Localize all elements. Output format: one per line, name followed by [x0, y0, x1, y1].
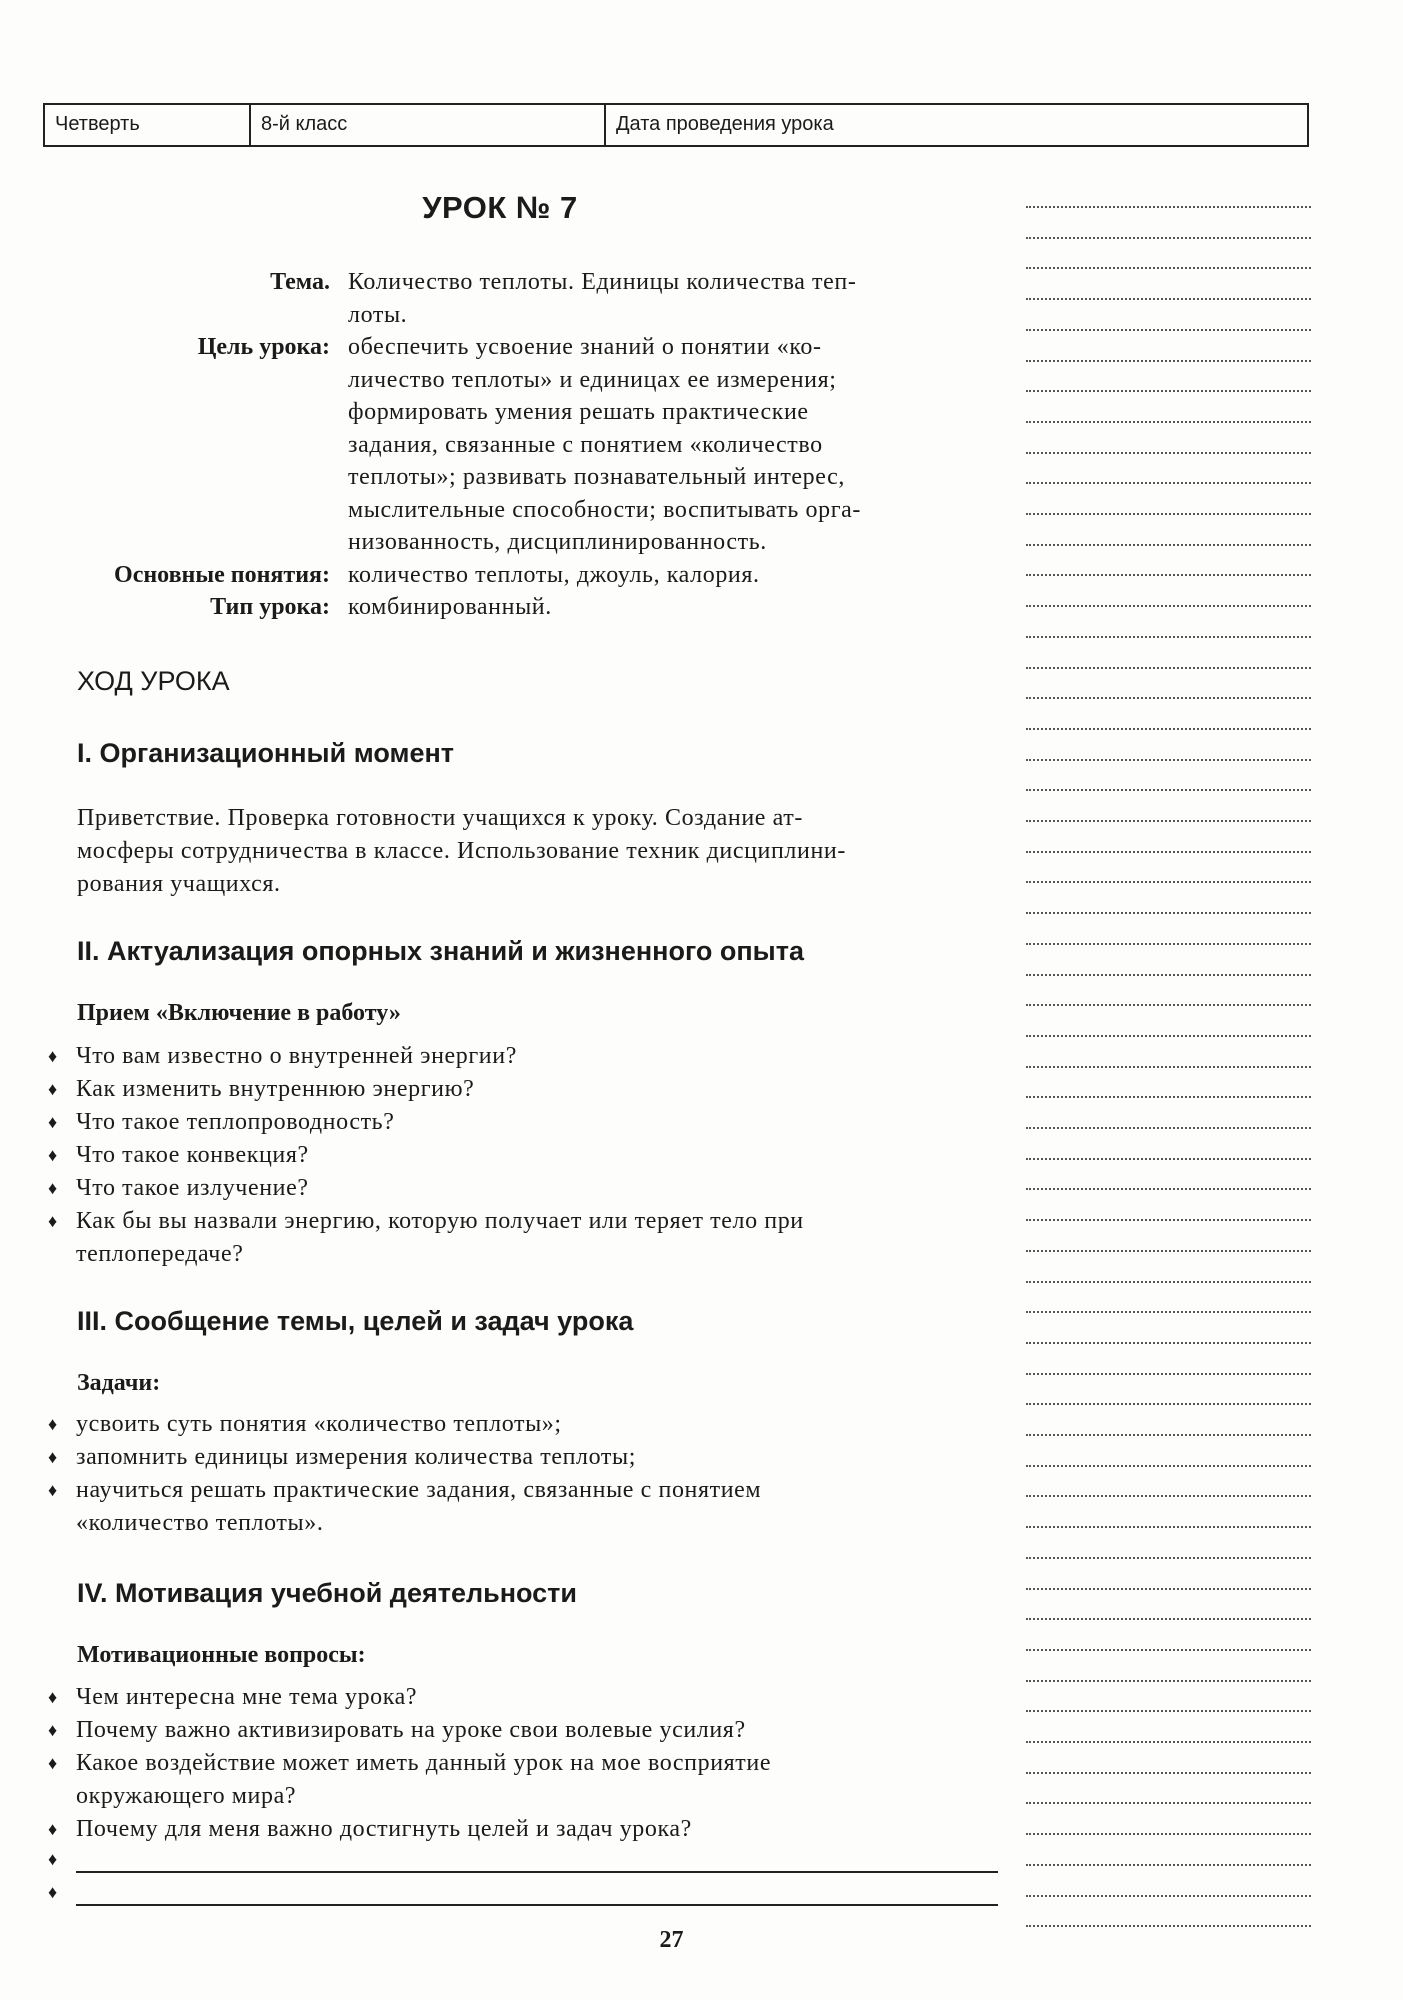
note-line: [1026, 421, 1311, 423]
list-item: [48, 1681, 998, 1714]
note-line: [1026, 1526, 1311, 1528]
note-line: [1026, 544, 1311, 546]
note-line: [1026, 452, 1311, 454]
blank-bullet-line: [48, 1847, 998, 1880]
note-line: [1026, 329, 1311, 331]
type-value: комбинированный.: [348, 594, 552, 620]
note-line: [1026, 1127, 1311, 1129]
bullet-icon: ♦: [48, 1145, 58, 1165]
note-line: [1026, 789, 1311, 791]
note-line: [1026, 1373, 1311, 1375]
goal-line: мыслительные способности; воспитывать орга-: [348, 496, 862, 523]
note-line: [1026, 1588, 1311, 1590]
concepts-row: [40, 559, 1000, 592]
note-line: [1026, 943, 1311, 945]
bullet-icon: ♦: [48, 1687, 58, 1707]
list-item-text: «количество теплоты».: [76, 1510, 324, 1536]
course-heading: ХОД УРОКА: [77, 666, 230, 696]
goal-label: Цель урока:: [197, 334, 330, 360]
note-line: [1026, 1495, 1311, 1497]
topic-row: [40, 266, 1000, 331]
note-line: [1026, 1772, 1311, 1774]
list-item-text: научиться решать практические задания, связанные с понятием: [76, 1477, 762, 1503]
list-item: [48, 1714, 998, 1747]
topic-line: лоты.: [348, 301, 408, 328]
list-item-text: Почему важно активизировать на уроке свои волевые усилия?: [76, 1717, 746, 1743]
note-line: [1026, 1096, 1311, 1098]
blank-bullet-line: [48, 1880, 998, 1913]
note-line: [1026, 636, 1311, 638]
section-2-subtitle: Прием «Включение в работу»: [77, 1000, 401, 1026]
section-1-title: I. Организационный момент: [77, 738, 454, 768]
note-line: [1026, 513, 1311, 515]
goal-line: теплоты»; развивать познавательный интерес,: [348, 464, 845, 490]
note-line: [1026, 298, 1311, 300]
bullet-icon: ♦: [48, 1753, 58, 1773]
page-number-wrap: [0, 1927, 1403, 1954]
list-item-text: Как бы вы назвали энергию, которую получает или теряет тело при: [76, 1208, 804, 1234]
section-3-list: [48, 1408, 998, 1540]
text-line: Приветствие. Проверка готовности учащихся к уроку. Создание ат-: [77, 805, 803, 831]
list-item: [48, 1474, 998, 1540]
note-line: [1026, 1710, 1311, 1712]
page-number: 27: [659, 1927, 684, 1953]
note-line: [1026, 820, 1311, 822]
note-line: [1026, 1864, 1311, 1866]
note-line: [1026, 574, 1311, 576]
note-line: [1026, 1342, 1311, 1344]
bullet-icon: ♦: [48, 1480, 58, 1500]
bullet-icon: ♦: [48, 1178, 58, 1198]
note-line: [1026, 1618, 1311, 1620]
note-line: [1026, 667, 1311, 669]
goal-line: личество теплоты» и единицах ее измерения;: [348, 366, 837, 393]
topic-label: Тема.: [270, 269, 330, 295]
list-item-text: Как изменить внутреннюю энергию?: [76, 1076, 475, 1102]
note-line: [1026, 974, 1311, 976]
note-line: [1026, 1281, 1311, 1283]
note-line: [1026, 881, 1311, 883]
note-line: [1026, 390, 1311, 392]
date-cell: Дата проведения урока: [616, 113, 834, 135]
note-line: [1026, 206, 1311, 208]
note-line: [1026, 1434, 1311, 1436]
note-line: [1026, 912, 1311, 914]
fill-in-line: [76, 1904, 998, 1906]
list-item-text: Чем интересна мне тема урока?: [76, 1684, 418, 1710]
bullet-icon: ♦: [48, 1414, 58, 1434]
topic-line: Количество теплоты. Единицы количества теп-: [348, 269, 857, 295]
quarter-cell: Четверть: [45, 105, 251, 145]
note-line: [1026, 1649, 1311, 1651]
grade-cell: 8-й класс: [251, 105, 606, 145]
bullet-icon: ♦: [48, 1720, 58, 1740]
note-line: [1026, 1311, 1311, 1313]
note-line: [1026, 1557, 1311, 1559]
list-item: [48, 1139, 998, 1172]
lesson-meta: [40, 266, 1000, 624]
text-line: рования учащихся.: [77, 871, 281, 897]
note-line: [1026, 1035, 1311, 1037]
list-item-text: теплопередаче?: [76, 1241, 244, 1267]
list-item-text: Почему для меня важно достигнуть целей и задач урока?: [76, 1816, 692, 1842]
note-line: [1026, 851, 1311, 853]
notes-margin: [1026, 0, 1311, 2000]
list-item-text: Что такое теплопроводность?: [76, 1109, 395, 1135]
list-item-text: Что такое конвекция?: [76, 1142, 309, 1168]
text-line: мосферы сотрудничества в классе. Использование техник дисциплини-: [77, 838, 846, 864]
goal-line: низованность, дисциплинированность.: [348, 529, 767, 555]
note-line: [1026, 1895, 1311, 1897]
note-line: [1026, 1158, 1311, 1160]
list-item: [48, 1747, 998, 1813]
note-line: [1026, 605, 1311, 607]
note-line: [1026, 360, 1311, 362]
type-row: [40, 591, 1000, 624]
bullet-icon: ♦: [48, 1819, 58, 1839]
section-4-list: [48, 1681, 998, 1846]
list-item: [48, 1040, 998, 1073]
section-2-title: II. Актуализация опорных знаний и жизненного опыта: [77, 936, 804, 966]
list-item-text: усвоить суть понятия «количество теплоты»;: [76, 1411, 562, 1437]
list-item: [48, 1441, 998, 1474]
bullet-icon: ♦: [48, 1849, 58, 1869]
concepts-value: количество теплоты, джоуль, калория.: [348, 561, 760, 588]
list-item-text: запомнить единицы измерения количества теплоты;: [76, 1444, 636, 1470]
section-4-subtitle: Мотивационные вопросы:: [77, 1642, 366, 1668]
section-3-title: III. Сообщение темы, целей и задач урока: [77, 1306, 634, 1336]
note-line: [1026, 1250, 1311, 1252]
bullet-icon: ♦: [48, 1079, 58, 1099]
list-item: [48, 1106, 998, 1139]
note-line: [1026, 1219, 1311, 1221]
goal-line: формировать умения решать практические: [348, 399, 809, 425]
bullet-icon: ♦: [48, 1882, 58, 1902]
lesson-title: УРОК № 7: [422, 190, 578, 225]
list-item: [48, 1073, 998, 1106]
list-item-text: окружающего мира?: [76, 1783, 297, 1809]
note-line: [1026, 697, 1311, 699]
goal-row: [40, 331, 1000, 559]
bullet-icon: ♦: [48, 1046, 58, 1066]
list-item: [48, 1172, 998, 1205]
section-3-subtitle: Задачи:: [77, 1370, 161, 1396]
note-line: [1026, 1465, 1311, 1467]
list-item: [48, 1205, 998, 1271]
note-line: [1026, 1188, 1311, 1190]
bullet-icon: ♦: [48, 1447, 58, 1467]
note-line: [1026, 237, 1311, 239]
goal-line: обеспечить усвоение знаний о понятии «ко-: [348, 334, 822, 360]
section-4-title: IV. Мотивация учебной деятельности: [77, 1578, 577, 1608]
note-line: [1026, 1004, 1311, 1006]
section-1-text: [77, 802, 997, 901]
section-2-list: [48, 1040, 998, 1271]
note-line: [1026, 1802, 1311, 1804]
list-item-text: Что вам известно о внутренней энергии?: [76, 1043, 517, 1069]
note-line: [1026, 1741, 1311, 1743]
note-line: [1026, 1066, 1311, 1068]
list-item-text: Какое воздействие может иметь данный урок на мое восприятие: [76, 1750, 772, 1776]
note-line: [1026, 1403, 1311, 1405]
list-item-text: Что такое излучение?: [76, 1175, 309, 1201]
bullet-icon: ♦: [48, 1112, 58, 1132]
note-line: [1026, 1833, 1311, 1835]
note-line: [1026, 759, 1311, 761]
type-label: Тип урока:: [210, 594, 330, 620]
note-line: [1026, 1680, 1311, 1682]
note-line: [1026, 267, 1311, 269]
bullet-icon: ♦: [48, 1211, 58, 1231]
fill-in-line: [76, 1871, 998, 1873]
goal-value: [348, 331, 1000, 559]
note-line: [1026, 482, 1311, 484]
concepts-label: Основные понятия:: [114, 561, 330, 588]
list-item: [48, 1408, 998, 1441]
topic-value: [348, 266, 1000, 331]
goal-line: задания, связанные с понятием «количество: [348, 431, 823, 458]
list-item: [48, 1813, 998, 1846]
note-line: [1026, 728, 1311, 730]
